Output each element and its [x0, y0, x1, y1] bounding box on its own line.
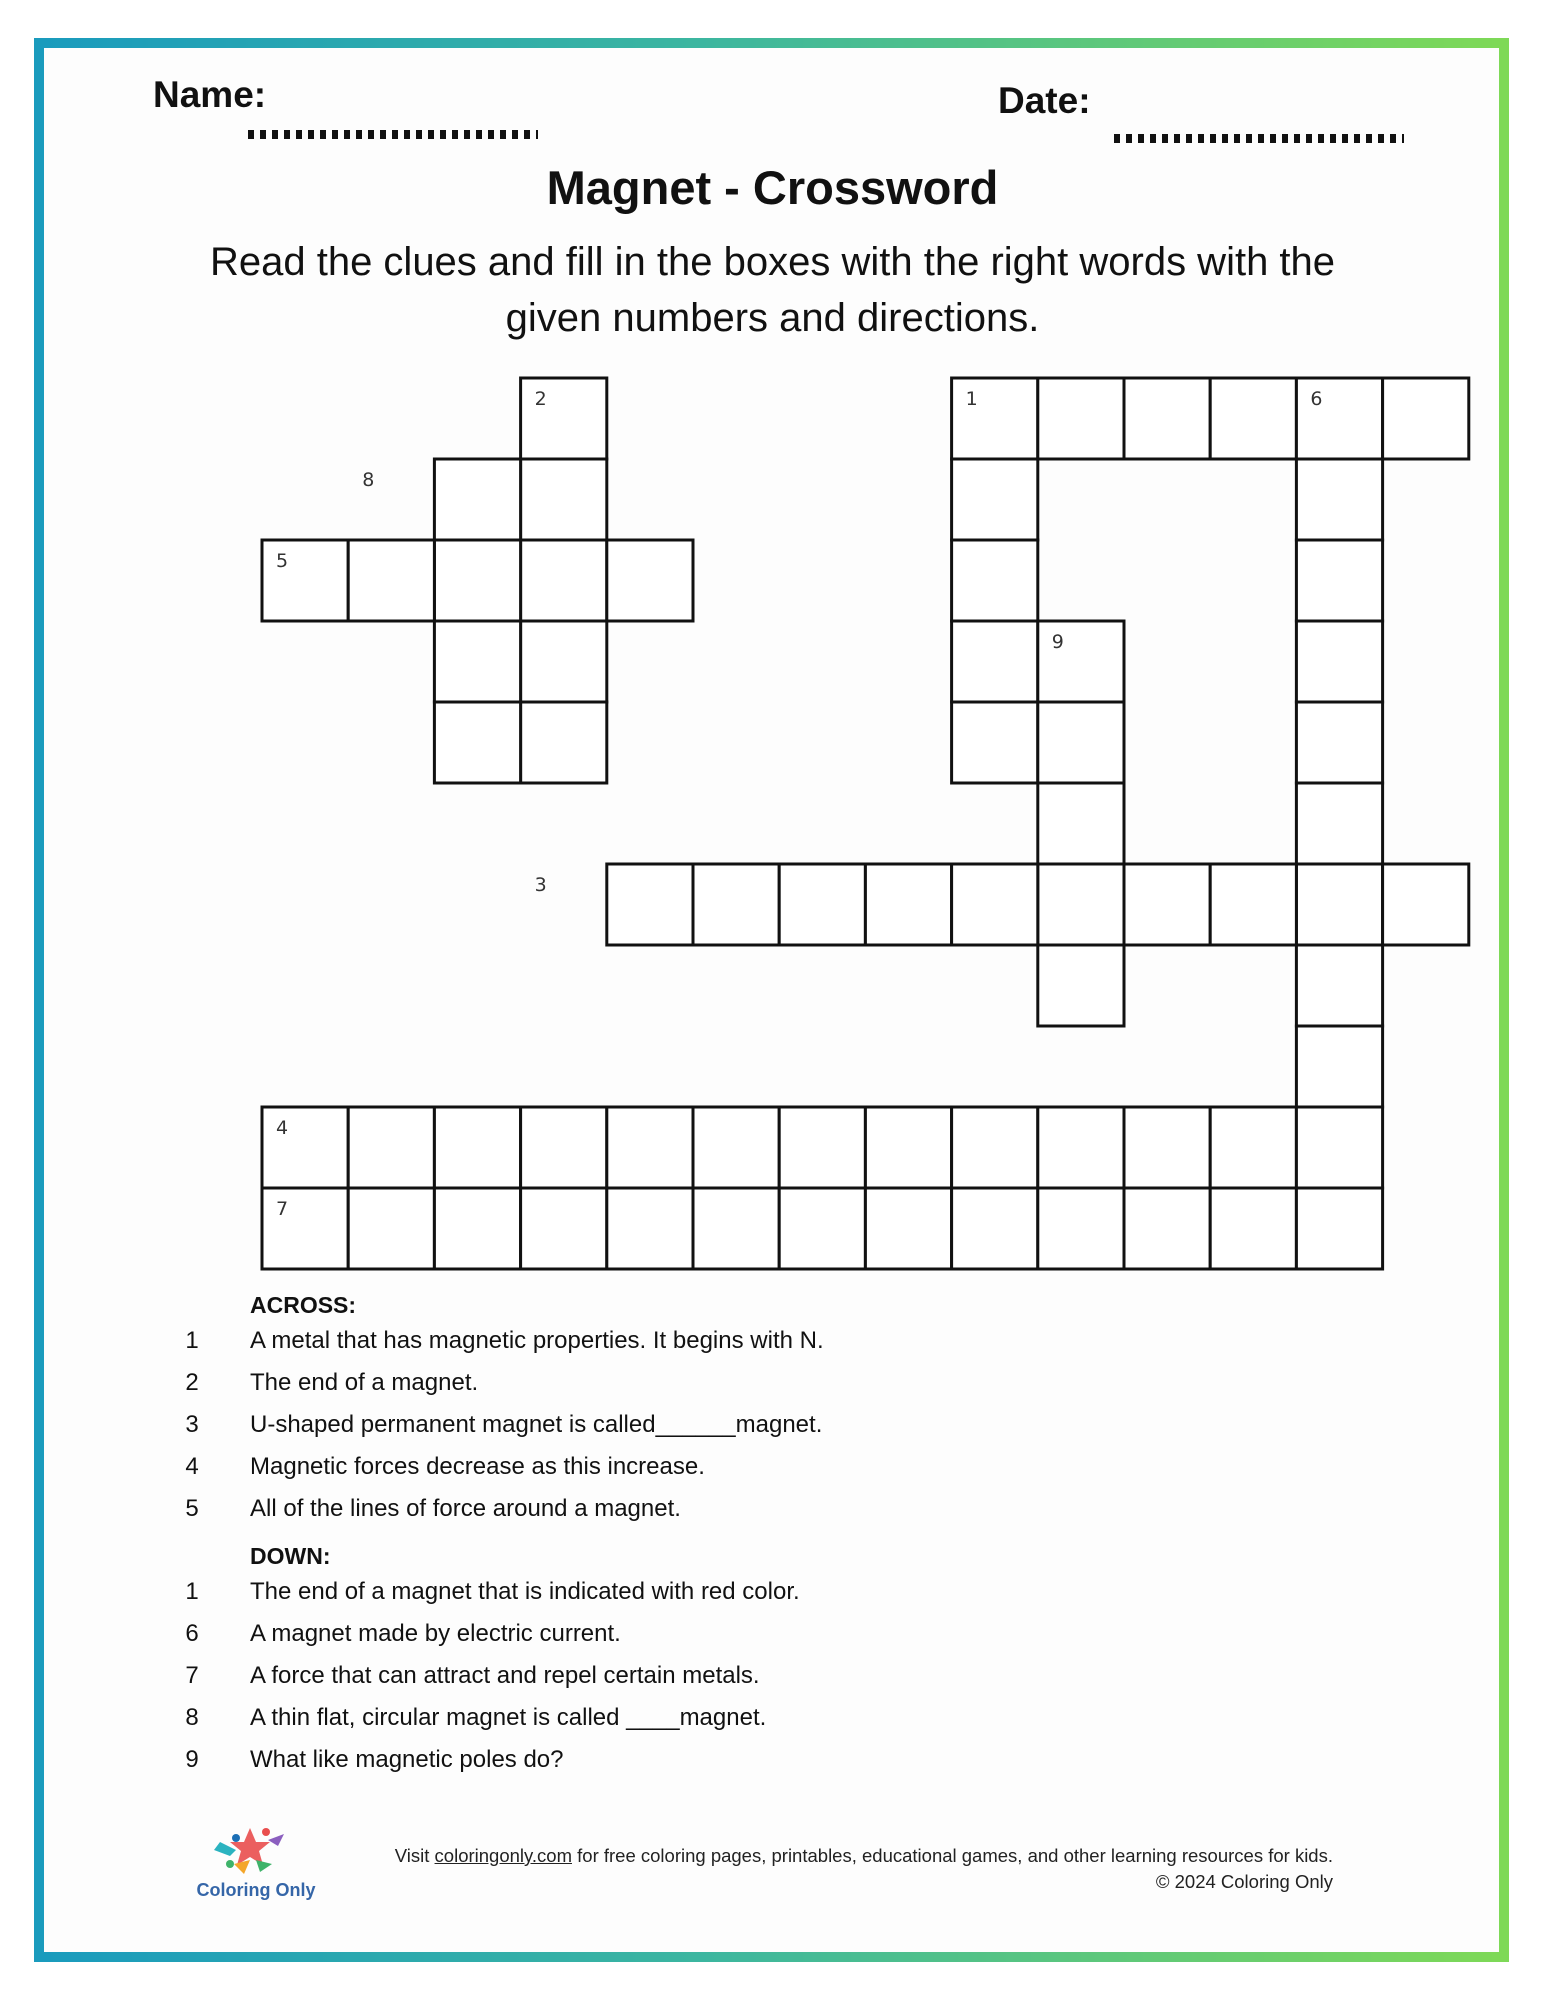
cell-number: 1: [965, 388, 978, 410]
footer-visit: Visit: [394, 1845, 430, 1866]
clue-text: U-shaped permanent magnet is called______magnet.: [250, 1411, 823, 1438]
date-label: Date:: [998, 80, 1091, 121]
crossword-cell[interactable]: [1038, 945, 1124, 1026]
cell-number: 5: [276, 550, 289, 572]
people-star-icon: [214, 1828, 284, 1874]
crossword-cell[interactable]: [434, 621, 520, 702]
page-title: Magnet - Crossword: [546, 161, 999, 214]
crossword-cell[interactable]: [1296, 702, 1382, 783]
footer-line: [340, 1843, 1333, 1869]
footer-copyright: © 2024 Coloring Only: [1155, 1871, 1333, 1892]
clue-number: 1: [185, 1327, 199, 1354]
crossword-cell[interactable]: [1038, 783, 1124, 864]
crossword-cell[interactable]: [521, 1188, 607, 1269]
crossword-cell[interactable]: [779, 864, 865, 945]
crossword-cell[interactable]: [1038, 702, 1124, 783]
across-heading: ACROSS:: [250, 1292, 357, 1318]
clue-text: A force that can attract and repel certain metals.: [250, 1662, 760, 1689]
crossword-cell[interactable]: [1296, 621, 1382, 702]
clue-text: The end of a magnet that is indicated with red color.: [250, 1578, 800, 1605]
clue-number: 3: [185, 1411, 199, 1438]
clue-number: 2: [185, 1369, 199, 1396]
crossword-cell[interactable]: [1210, 864, 1296, 945]
crossword-cell[interactable]: [521, 1107, 607, 1188]
clue-text: Magnetic forces decrease as this increase.: [250, 1453, 705, 1480]
clue-text: A magnet made by electric current.: [250, 1620, 621, 1647]
crossword-cell[interactable]: [607, 864, 693, 945]
clue-number: 5: [185, 1495, 199, 1522]
cell-number: 8: [362, 469, 375, 491]
crossword-cell[interactable]: [952, 378, 1038, 459]
logo-text: Coloring Only: [196, 1880, 316, 1900]
crossword-cell[interactable]: [348, 1107, 434, 1188]
name-label: Name:: [153, 74, 267, 115]
footer-description: for free coloring pages, printables, educational games, and other learning resources for kids.: [577, 1845, 1333, 1866]
cell-number: 2: [534, 388, 547, 410]
crossword-cell[interactable]: [779, 1107, 865, 1188]
clue-number: 6: [185, 1620, 199, 1647]
crossword-cell[interactable]: [434, 540, 520, 621]
crossword-cell[interactable]: [1296, 864, 1382, 945]
clue-text: The end of a magnet.: [250, 1369, 479, 1396]
clue-text: A metal that has magnetic properties. It begins with N.: [250, 1327, 824, 1354]
crossword-cell[interactable]: [952, 1107, 1038, 1188]
crossword-cell[interactable]: [434, 459, 520, 540]
crossword-cell[interactable]: [952, 459, 1038, 540]
clue-text: All of the lines of force around a magnet.: [250, 1495, 681, 1522]
crossword-cell[interactable]: [607, 540, 693, 621]
crossword-cell[interactable]: [521, 621, 607, 702]
cell-number: 3: [534, 874, 547, 896]
crossword-cell[interactable]: [952, 621, 1038, 702]
clue-number: 1: [185, 1578, 199, 1605]
crossword-cell[interactable]: [779, 1188, 865, 1269]
crossword-cell[interactable]: [865, 1188, 951, 1269]
footer-link[interactable]: coloringonly.com: [434, 1845, 572, 1866]
crossword-cell[interactable]: [1210, 378, 1296, 459]
crossword-cell[interactable]: [1038, 864, 1124, 945]
crossword-cell[interactable]: [1210, 1107, 1296, 1188]
crossword-cell[interactable]: [607, 1107, 693, 1188]
footer-text: [340, 1843, 1333, 1895]
crossword-cell[interactable]: [1124, 378, 1210, 459]
crossword-cell[interactable]: [1296, 1107, 1382, 1188]
down-heading: DOWN:: [250, 1543, 331, 1569]
crossword-cell[interactable]: [1296, 540, 1382, 621]
crossword-cell[interactable]: [1038, 1188, 1124, 1269]
cell-number: 4: [276, 1117, 289, 1139]
clue-number: 9: [185, 1746, 199, 1773]
crossword-cell[interactable]: [693, 1107, 779, 1188]
instructions: Read the clues and fill in the boxes with the right words with the given numbers and directions.: [209, 240, 1336, 340]
clue-number: 8: [185, 1704, 199, 1731]
crossword-cell[interactable]: [521, 459, 607, 540]
crossword-cell[interactable]: [1124, 864, 1210, 945]
crossword-cell[interactable]: [1296, 1026, 1382, 1107]
clue-text: What like magnetic poles do?: [250, 1746, 564, 1773]
crossword-cell[interactable]: [693, 1188, 779, 1269]
crossword-cell[interactable]: [1296, 378, 1382, 459]
crossword-cell[interactable]: [434, 1107, 520, 1188]
crossword-cell[interactable]: [521, 540, 607, 621]
crossword-cell[interactable]: [607, 1188, 693, 1269]
crossword-cell[interactable]: [693, 864, 779, 945]
crossword-cell[interactable]: [952, 864, 1038, 945]
crossword-cell[interactable]: [952, 702, 1038, 783]
clue-number: 7: [185, 1662, 199, 1689]
crossword-cell[interactable]: [952, 1188, 1038, 1269]
crossword-cell[interactable]: [1038, 621, 1124, 702]
crossword-cell[interactable]: [434, 702, 520, 783]
crossword-cell[interactable]: [1038, 1107, 1124, 1188]
crossword-cell[interactable]: [865, 864, 951, 945]
crossword-cell[interactable]: [1383, 864, 1469, 945]
crossword-cell[interactable]: [1296, 459, 1382, 540]
crossword-cell[interactable]: [434, 1188, 520, 1269]
crossword-cell[interactable]: [262, 1107, 348, 1188]
cell-number: 7: [276, 1198, 289, 1220]
crossword-cell[interactable]: [348, 1188, 434, 1269]
crossword-cell[interactable]: [1296, 945, 1382, 1026]
crossword-cell[interactable]: [1296, 1188, 1382, 1269]
crossword-cell[interactable]: [1296, 783, 1382, 864]
crossword-cell[interactable]: [952, 540, 1038, 621]
crossword-cell[interactable]: [348, 540, 434, 621]
crossword-cell[interactable]: [1124, 1188, 1210, 1269]
clue-number: 4: [185, 1453, 199, 1480]
crossword-cell[interactable]: [1210, 1188, 1296, 1269]
crossword-cell[interactable]: [1124, 1107, 1210, 1188]
crossword-cell[interactable]: [521, 702, 607, 783]
crossword-cell[interactable]: [865, 1107, 951, 1188]
crossword-cell[interactable]: [262, 1188, 348, 1269]
crossword-cell[interactable]: [1038, 378, 1124, 459]
clue-text: A thin flat, circular magnet is called ____magnet.: [250, 1704, 767, 1731]
crossword-cell[interactable]: [521, 378, 607, 459]
crossword-cell[interactable]: [262, 540, 348, 621]
cell-number: 9: [1051, 631, 1064, 653]
cell-number: 6: [1310, 388, 1323, 410]
crossword-cell[interactable]: [1383, 378, 1469, 459]
